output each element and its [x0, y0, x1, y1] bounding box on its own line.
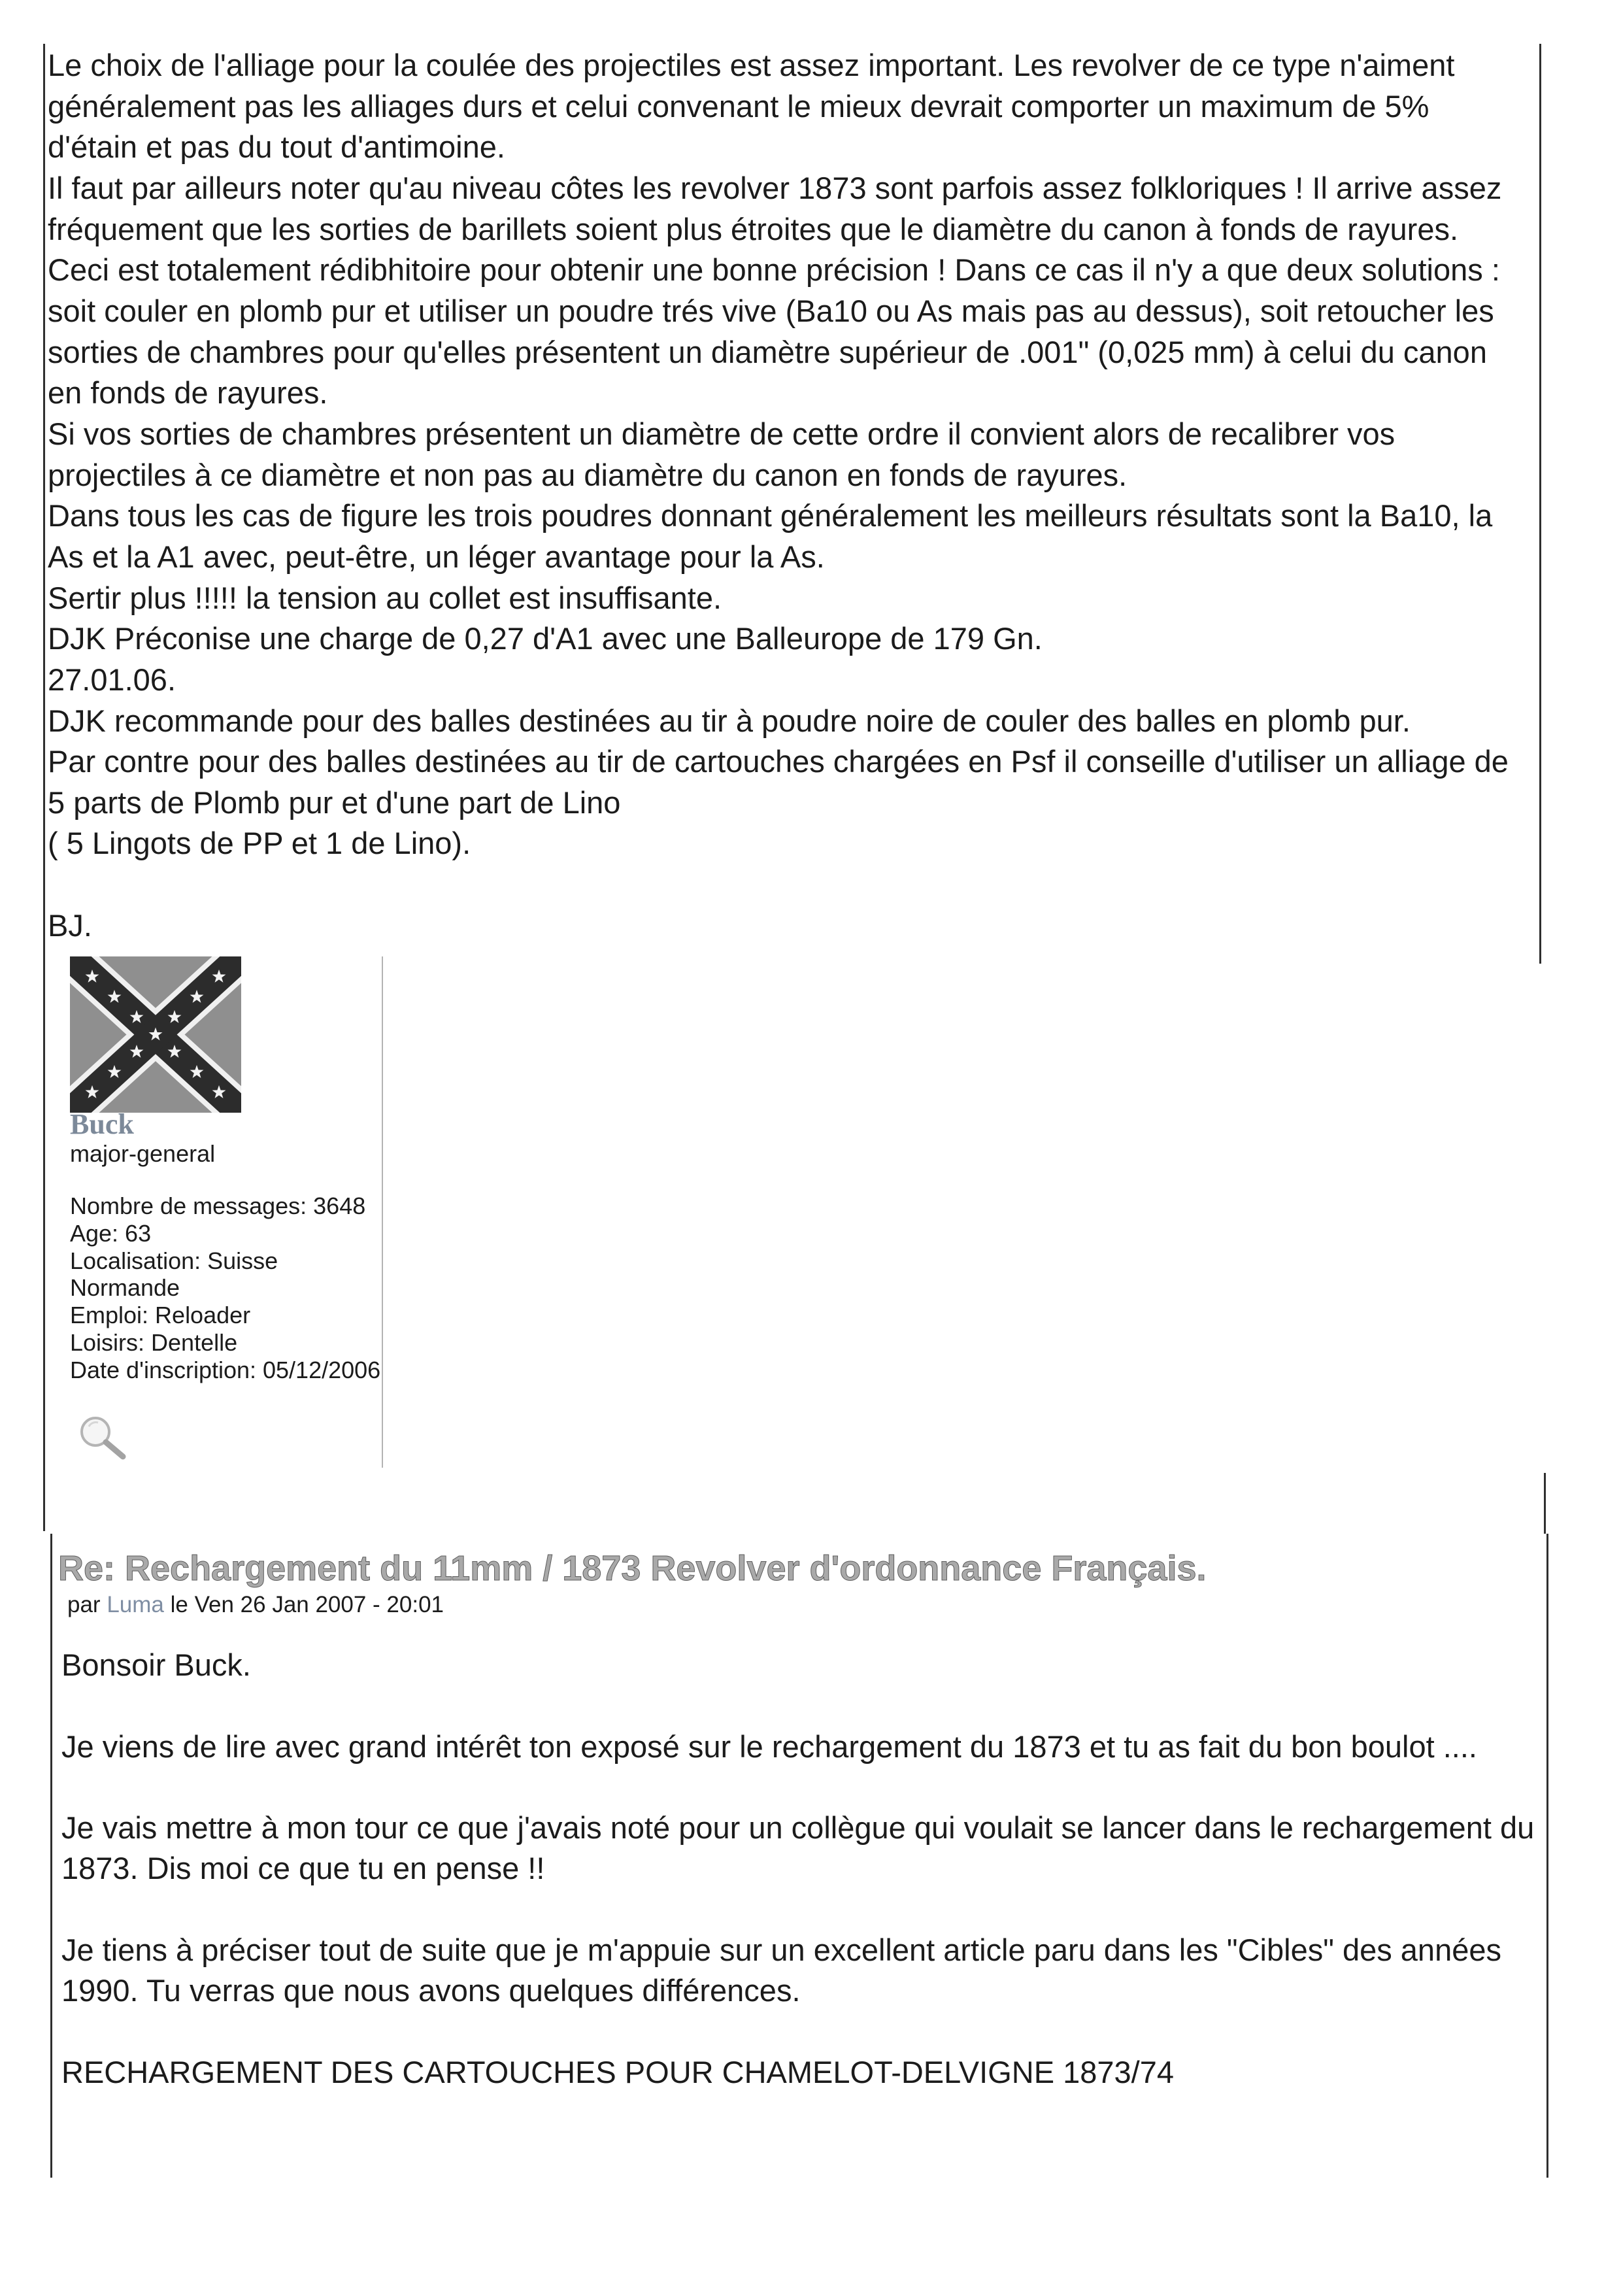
post-text-line: 1990. Tu verras que nous avons quelques différences. [61, 1973, 801, 2008]
blank-line [48, 864, 1509, 905]
reply-post-title[interactable]: Re: Rechargement du 11mm / 1873 Revolver d'ordonnance Français. [58, 1549, 1207, 1588]
post-text-line: Je vais mettre à mon tour ce que j'avais noté pour un collègue qui voulait se lancer dans le rechargement du [61, 1810, 1535, 1846]
post-text-line: ( 5 Lingots de PP et 1 de Lino). [48, 826, 471, 861]
blank-line [61, 1685, 1534, 1726]
profile-detail: Date d'inscription: 05/12/2006 [70, 1356, 381, 1383]
post-text-line: DJK Préconise une charge de 0,27 d'A1 avec une Balleurope de 179 Gn. [48, 621, 1043, 656]
post-text-line: généralement pas les alliages durs et celui convenant le mieux devrait comporter un maximum de 5% [48, 88, 1429, 124]
reply-frame-left-border [50, 1534, 52, 2178]
post-text-line: Je tiens à préciser tout de suite que je m'appuie sur un excellent article paru dans les "Cibles" des années [61, 1933, 1501, 1968]
reply-frame-right-border [1546, 1534, 1548, 2178]
post-text-line: 1873. Dis moi ce que tu en pense !! [61, 1851, 545, 1886]
blank-line [61, 1767, 1534, 1808]
post-text-line: projectiles à ce diamètre et non pas au diamètre du canon en fonds de rayures. [48, 457, 1128, 492]
post-text-line: fréquement que les sorties de barillets soient plus étroites que le diamètre du canon à fonds de rayures. [48, 211, 1459, 246]
profile-detail: Nombre de messages: 3648 [70, 1192, 366, 1219]
previous-post-body [48, 45, 1509, 946]
profile-details [70, 1192, 380, 1384]
post-text-line: Je viens de lire avec grand intérêt ton exposé sur le rechargement du 1873 et tu as fait du bon boulot .... [61, 1729, 1477, 1764]
magnifier-handle [106, 1442, 123, 1457]
user-rank: major-general [70, 1140, 216, 1167]
post-text-line: Le choix de l'alliage pour la coulée des projectiles est assez important. Les revolver de ce type n'aiment [48, 48, 1455, 82]
post-text-line: Bonsoir Buck. [61, 1647, 251, 1682]
profile-detail: Loisirs: Dentelle [70, 1328, 238, 1356]
post-text-line: sorties de chambres pour qu'elles présentent un diamètre supérieur de .001" (0,025 mm) à celui du canon [48, 334, 1487, 369]
avatar [70, 956, 241, 1113]
post-text-line: Par contre pour des balles destinées au tir de cartouches chargées en Psf il conseille d'utiliser un alliage de [48, 744, 1509, 779]
post-text-line: 27.01.06. [48, 662, 176, 697]
blank-line [61, 2012, 1534, 2052]
post-date: le Ven 26 Jan 2007 - 20:01 [170, 1592, 444, 1617]
post-text-line: en fonds de rayures. [48, 375, 328, 411]
username-link[interactable]: Buck [70, 1108, 134, 1140]
post-frame-right-border-segment [1544, 1473, 1546, 1534]
confederate-flag-avatar [70, 956, 241, 1113]
profile-detail: Normande [70, 1274, 180, 1302]
post-text-line: Sertir plus !!!!! la tension au collet est insuffisante. [48, 580, 722, 615]
post-frame-left-border [43, 44, 45, 1531]
post-text-line: 5 parts de Plomb pur et d'une part de Lino [48, 785, 621, 820]
profile-detail: Age: 63 [70, 1219, 152, 1247]
post-text-line: Si vos sorties de chambres présentent un diamètre de cette ordre il convient alors de recalibrer vos [48, 416, 1395, 451]
author-link[interactable]: Luma [107, 1592, 164, 1617]
magnifier-icon[interactable] [76, 1413, 131, 1463]
post-text-line: DJK recommande pour des balles destinées au tir à poudre noire de couler des balles en plomb pur. [48, 703, 1411, 738]
post-byline [67, 1591, 444, 1619]
post-text-line: Ceci est totalement rédibhitoire pour obtenir une bonne précision ! Dans ce cas il n'y a que deux solutions : [48, 252, 1500, 288]
blank-line [61, 1889, 1534, 1930]
post-text-line: As et la A1 avec, peut-être, un léger avantage pour la As. [48, 539, 825, 574]
post-frame-right-border [1539, 44, 1541, 964]
post-text-line: soit couler en plomb pur et utiliser un poudre trés vive (Ba10 ou As mais pas au dessus), soit retoucher les [48, 293, 1494, 328]
reply-post-body [61, 1645, 1534, 2093]
post-signature: BJ. [48, 907, 92, 943]
profile-detail: Localisation: Suisse [70, 1247, 278, 1274]
post-text-line: RECHARGEMENT DES CARTOUCHES POUR CHAMELOT-DELVIGNE 1873/74 [61, 2054, 1175, 2089]
post-text-line: Dans tous les cas de figure les trois poudres donnant généralement les meilleurs résultats sont la Ba10, la [48, 498, 1493, 533]
profile-column-divider [382, 956, 383, 1468]
profile-detail: Emploi: Reloader [70, 1302, 251, 1329]
post-text-line: d'étain et pas du tout d'antimoine. [48, 129, 505, 165]
post-text-line: Il faut par ailleurs noter qu'au niveau côtes les revolver 1873 sont parfois assez folkloriques ! Il arrive assez [48, 170, 1502, 205]
byline-prefix: par [67, 1592, 101, 1617]
